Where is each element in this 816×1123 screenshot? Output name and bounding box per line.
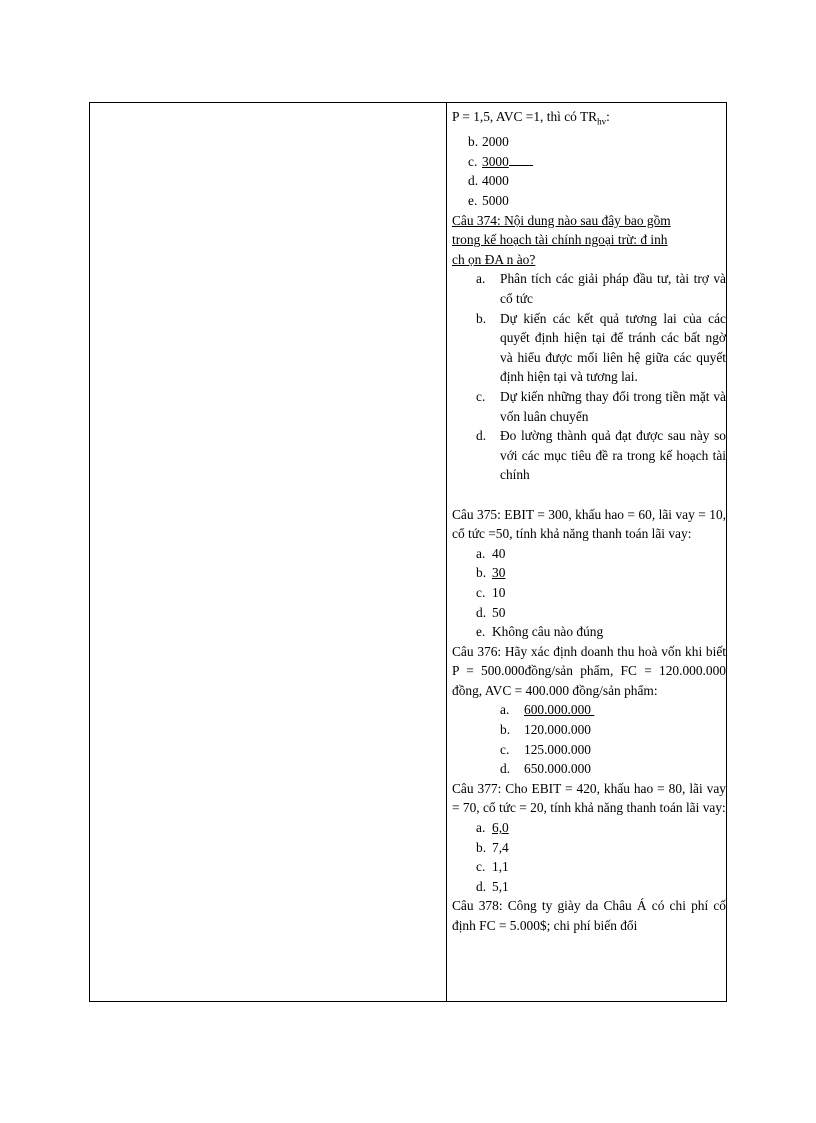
option-correct: a. 6,0 bbox=[476, 820, 509, 836]
question-373-stem: P = 1,5, AVC =1, thì có $TR_{hv}$: bbox=[452, 109, 610, 127]
question-376-options bbox=[452, 700, 726, 778]
option: e. 5000 bbox=[468, 193, 509, 209]
question-375 bbox=[452, 505, 726, 642]
option: e. Không câu nào đúng bbox=[476, 624, 604, 640]
question-377-options bbox=[452, 818, 726, 896]
column-divider bbox=[446, 103, 447, 1001]
option-correct: c. 3000 bbox=[468, 152, 726, 172]
question-378-stem: Câu 378: Công ty giày da Châu Á có chi phí cố định FC = 5.000$; chi phí biến đổi bbox=[452, 898, 726, 934]
question-376 bbox=[452, 642, 726, 779]
question-374-options bbox=[452, 269, 726, 485]
option: d. 5,1 bbox=[476, 878, 509, 894]
option: d. Đo lường thành quả đạt được sau này so với các mục tiêu đề ra trong kế hoạch tài chính bbox=[476, 428, 726, 483]
question-374-stem-line3: ch ọn ĐA n ào? bbox=[452, 251, 536, 267]
question-374-stem-line1: Câu 374: Nội dung nào sau đây bao gồm bbox=[452, 212, 671, 228]
blank-line bbox=[452, 485, 726, 505]
option: c. 10 bbox=[476, 584, 506, 600]
option: d. 650.000.000 bbox=[500, 761, 591, 777]
question-377 bbox=[452, 779, 726, 897]
option-correct: a. 600.000.000 bbox=[500, 702, 591, 718]
option: b. 2000 bbox=[468, 134, 509, 150]
option: a. 40 bbox=[476, 545, 506, 561]
right-column bbox=[452, 107, 726, 936]
option: c. 125.000.000 bbox=[500, 741, 591, 757]
question-378 bbox=[452, 896, 726, 935]
option: c. Dự kiến những thay đổi trong tiền mặt và vốn luân chuyển bbox=[476, 388, 726, 424]
option: d. 4000 bbox=[468, 173, 509, 189]
document-table bbox=[89, 102, 727, 1002]
question-374 bbox=[452, 211, 726, 485]
question-374-stem-line2: trong kế hoạch tài chính ngoại trừ: đ inh bbox=[452, 232, 668, 248]
option: c. 1,1 bbox=[476, 859, 509, 875]
option: d. 50 bbox=[476, 604, 506, 620]
option-correct: b. 30 bbox=[476, 565, 506, 581]
option: b. 120.000.000 bbox=[500, 722, 591, 738]
question-375-options bbox=[452, 544, 726, 642]
question-376-stem: Câu 376: Hãy xác định doanh thu hoà vốn khi biết P = 500.000đồng/sản phẩm, FC = 120.000.000 đồng, AVC = 400.000 đồng/sản phẩm: bbox=[452, 643, 726, 698]
question-375-stem: Câu 375: EBIT = 300, khấu hao = 60, lãi vay = 10, cổ tức =50, tính khả năng thanh toán lãi vay: bbox=[452, 506, 726, 542]
left-column-empty bbox=[90, 103, 446, 1001]
question-373 bbox=[452, 107, 726, 211]
option: b. Dự kiến các kết quả tương lai của các quyết định hiện tại để tránh các bất ngờ và hiểu được mối liên hệ giữa các quyết định hiện tại và tương lai. bbox=[476, 310, 726, 385]
option: a. Phân tích các giải pháp đầu tư, tài trợ và cổ tức bbox=[476, 271, 726, 307]
question-377-stem: Câu 377: Cho EBIT = 420, khấu hao = 80, lãi vay = 70, cổ tức = 20, tính khả năng thanh toán lãi vay: bbox=[452, 780, 726, 816]
question-373-options bbox=[452, 132, 726, 210]
option: b. 7,4 bbox=[476, 839, 509, 855]
